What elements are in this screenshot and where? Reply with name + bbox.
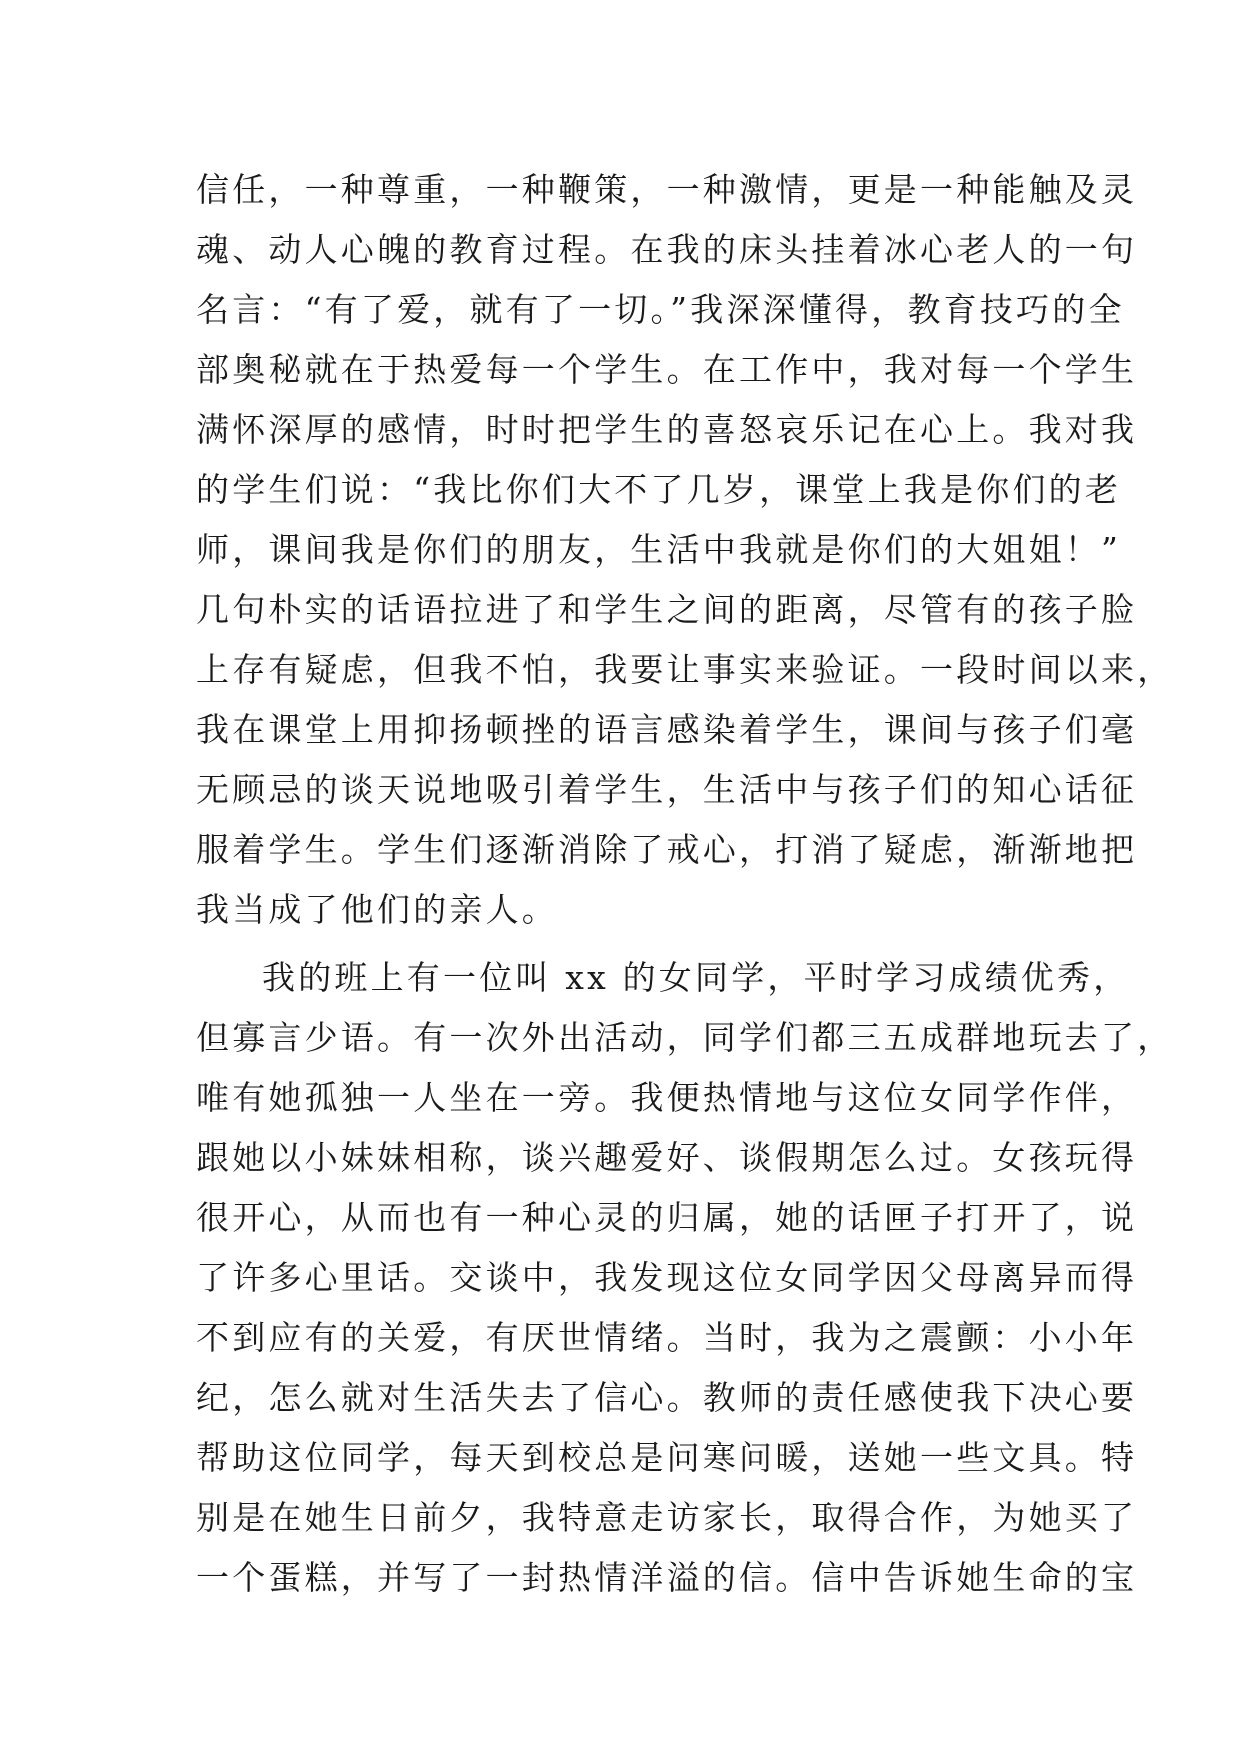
text-line: 不到应有的关爱，有厌世情绪。当时，我为之震颤：小小年 [196, 1318, 1138, 1357]
text-line: 上存有疑虑，但我不怕，我要让事实来验证。一段时间以来， [196, 650, 1174, 689]
text-line: 唯有她孤独一人坐在一旁。我便热情地与这位女同学作伴， [196, 1078, 1138, 1117]
text-line: 一个蛋糕，并写了一封热情洋溢的信。信中告诉她生命的宝 [196, 1558, 1138, 1597]
text-line: 别是在她生日前夕，我特意走访家长，取得合作，为她买了 [196, 1498, 1138, 1537]
text-line: 部奥秘就在于热爱每一个学生。在工作中，我对每一个学生 [196, 350, 1138, 389]
text-line: 我当成了他们的亲人。 [196, 890, 558, 929]
text-line: 很开心，从而也有一种心灵的归属，她的话匣子打开了，说 [196, 1198, 1138, 1237]
text-line: 的学生们说：“我比你们大不了几岁，课堂上我是你们的老 [196, 470, 1122, 509]
text-line: 了许多心里话。交谈中，我发现这位女同学因父母离异而得 [196, 1258, 1138, 1297]
text-line: 无顾忌的谈天说地吸引着学生，生活中与孩子们的知心话征 [196, 770, 1138, 809]
text-line: 跟她以小妹妹相称，谈兴趣爱好、谈假期怎么过。女孩玩得 [196, 1138, 1138, 1177]
text-line: 信任，一种尊重，一种鞭策，一种激情，更是一种能触及灵 [196, 170, 1138, 209]
paragraph-2 [196, 948, 1174, 1608]
text-line: 我在课堂上用抑扬顿挫的语言感染着学生，课间与孩子们毫 [196, 710, 1138, 749]
text-line: 几句朴实的话语拉进了和学生之间的距离，尽管有的孩子脸 [196, 590, 1138, 629]
text-line: 满怀深厚的感情，时时把学生的喜怒哀乐记在心上。我对我 [196, 410, 1138, 449]
text-line: 但寡言少语。有一次外出活动，同学们都三五成群地玩去了， [196, 1018, 1174, 1057]
text-line: 服着学生。学生们逐渐消除了戒心，打消了疑虑，渐渐地把 [196, 830, 1138, 869]
text-line: 纪，怎么就对生活失去了信心。教师的责任感使我下决心要 [196, 1378, 1138, 1417]
paragraph-1 [196, 160, 1174, 940]
paragraph-spacer [196, 940, 1066, 948]
text-line-indented: 我的班上有一位叫 xx 的女同学，平时学习成绩优秀， [262, 958, 1130, 997]
text-line: 魂、动人心魄的教育过程。在我的床头挂着冰心老人的一句 [196, 230, 1138, 269]
text-line: 师，课间我是你们的朋友，生活中我就是你们的大姐姐！” [196, 530, 1122, 569]
text-line: 名言：“有了爱，就有了一切。”我深深懂得，教育技巧的全 [196, 290, 1125, 329]
body-text [196, 160, 1174, 1608]
text-line: 帮助这位同学，每天到校总是问寒问暖，送她一些文具。特 [196, 1438, 1138, 1477]
